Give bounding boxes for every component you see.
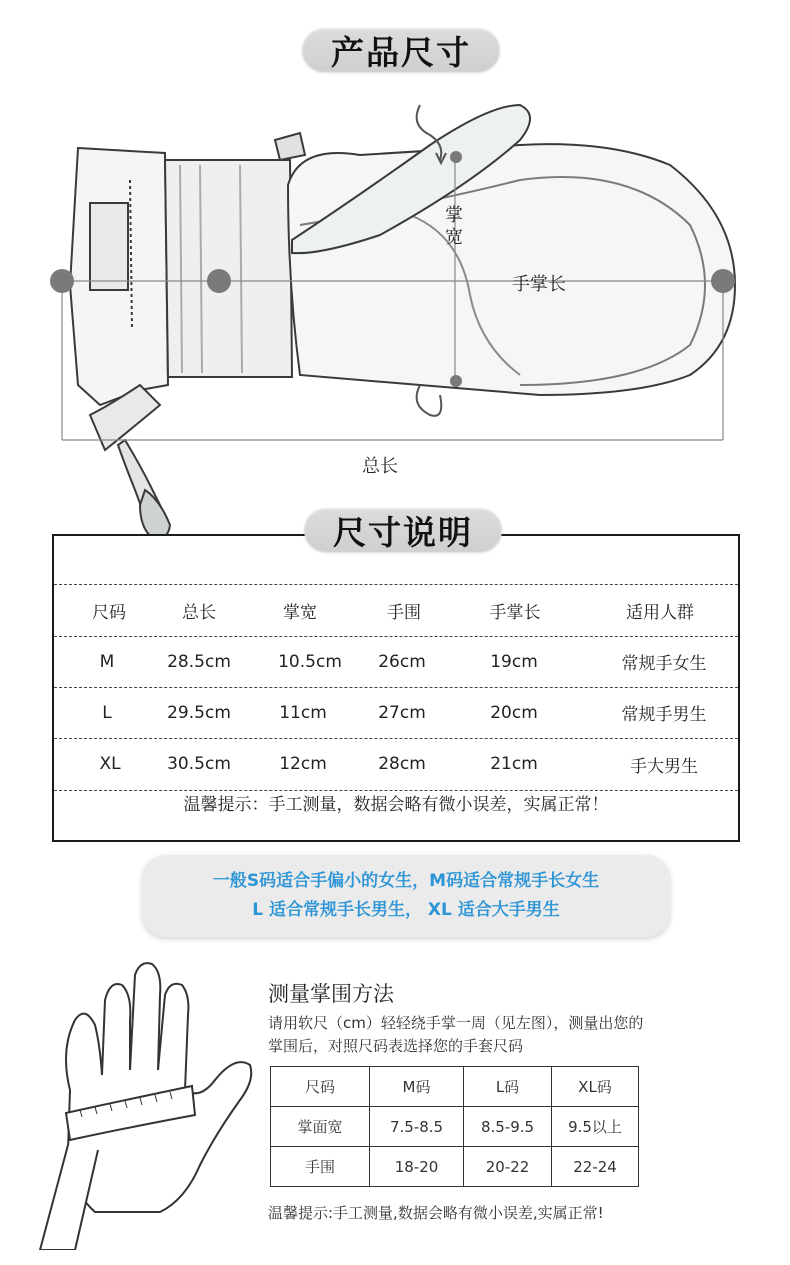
table-row (271, 1067, 639, 1107)
glove-illustration (0, 85, 790, 555)
cell-total-length: 30.5cm (167, 754, 231, 774)
table-row (54, 636, 738, 688)
table-row (54, 738, 738, 791)
table-cell: 手围 (271, 1147, 370, 1187)
cell-palm-length: 20cm (490, 702, 538, 723)
measure-note: 温馨提示:手工测量,数据会略有微小误差,实属正常! (268, 1204, 604, 1222)
cell-size: L (102, 702, 112, 723)
hand-outline-icon (0, 950, 270, 1250)
size-table-header (54, 585, 738, 637)
glove-size-table (270, 1066, 639, 1187)
size-description-title: 尺寸说明 (304, 508, 502, 552)
cell-hand-circumference: 28cm (378, 754, 426, 774)
table-cell: 20-22 (464, 1147, 552, 1187)
table-row (271, 1147, 639, 1187)
size-table (52, 534, 740, 842)
tip-line-1: 一般S码适合手偏小的女生，M码适合常规手长女生 (212, 871, 600, 891)
cell-suitable-group: 手大男生 (630, 756, 698, 777)
cell-total-length: 29.5cm (167, 702, 231, 723)
size-table-note: 温馨提示：手工测量，数据会略有微小误差，实属正常！ (183, 795, 609, 815)
cell-hand-circumference: 27cm (378, 702, 426, 723)
palm-width-label: 掌宽 (445, 205, 463, 248)
header-palm-width: 掌宽 (283, 603, 317, 623)
measure-instructions-line-2: 掌围后，对照尺码表选择您的手套尺码 (268, 1037, 524, 1055)
table-row (54, 687, 738, 739)
table-cell: 8.5-9.5 (464, 1107, 552, 1147)
cell-size: XL (99, 754, 121, 774)
header-palm-length: 手掌长 (489, 603, 541, 623)
cell-suitable-group: 常规手男生 (621, 705, 707, 725)
palm-length-label: 手掌长 (512, 274, 566, 295)
table-cell: 掌面宽 (271, 1107, 370, 1147)
table-cell: 22-24 (552, 1147, 639, 1187)
header-suitable-group: 适用人群 (626, 603, 694, 623)
cell-palm-length: 21cm (490, 754, 538, 774)
cell-palm-length: 19cm (490, 651, 538, 672)
total-length-label: 总长 (362, 456, 398, 477)
cell-palm-width: 10.5cm (278, 651, 342, 672)
table-cell: 18-20 (370, 1147, 464, 1187)
product-size-title: 产品尺寸 (302, 28, 500, 72)
tip-line-2: L 适合常规手长男生， XL 适合大手男生 (252, 900, 560, 920)
table-row (271, 1107, 639, 1147)
cell-suitable-group: 常规手女生 (621, 654, 707, 674)
table-header-cell: L码 (464, 1067, 552, 1107)
header-size: 尺码 (92, 603, 126, 623)
cell-size: M (99, 651, 115, 672)
table-header-cell: 尺码 (271, 1067, 370, 1107)
cell-total-length: 28.5cm (167, 651, 231, 672)
cell-palm-width: 11cm (279, 702, 327, 723)
hand-measure-illustration (0, 950, 270, 1250)
cell-hand-circumference: 26cm (378, 651, 426, 672)
measure-instructions-line-1: 请用软尺（cm）轻轻绕手掌一周（见左图），测量出您的 (268, 1014, 644, 1032)
table-cell: 7.5-8.5 (370, 1107, 464, 1147)
cell-palm-width: 12cm (279, 754, 327, 774)
header-total-length: 总长 (182, 603, 216, 623)
table-cell: 9.5以上 (552, 1107, 639, 1147)
glove-diagram (0, 85, 790, 555)
size-tip-banner (142, 855, 670, 937)
measure-method-title: 测量掌围方法 (268, 982, 394, 1006)
table-header-cell: M码 (370, 1067, 464, 1107)
table-header-cell: XL码 (552, 1067, 639, 1107)
header-hand-circumference: 手围 (387, 603, 421, 623)
